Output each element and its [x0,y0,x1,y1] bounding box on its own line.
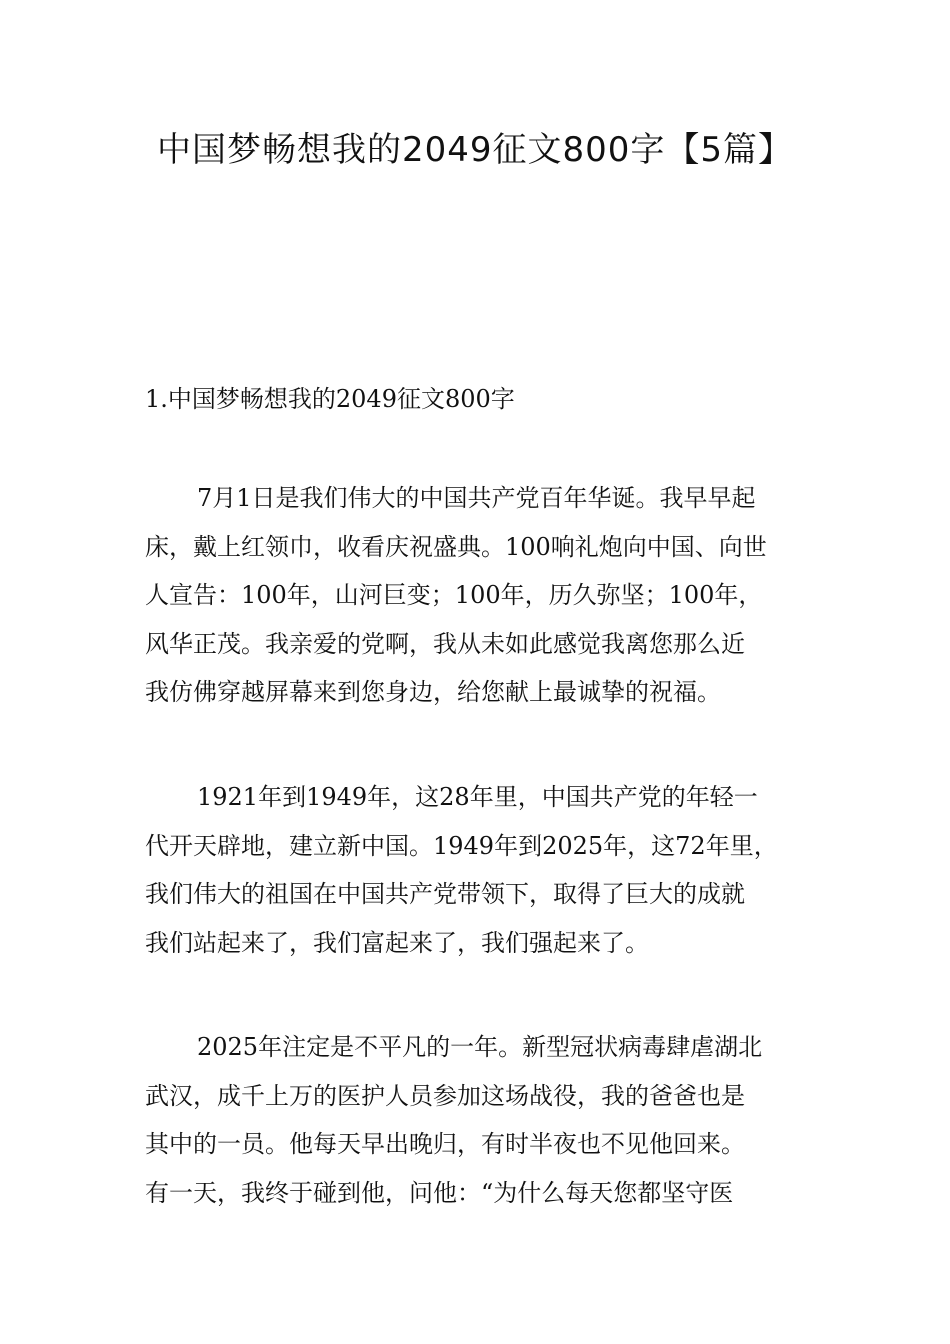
paragraph-line: 我们伟大的祖国在中国共产党带领下，取得了巨大的成就 [145,880,745,908]
section-heading: 1.中国梦畅想我的2049征文800字 [145,385,515,413]
paragraph-line: 床，戴上红领巾，收看庆祝盛典。100响礼炮向中国、向世 [145,532,767,561]
paragraph-line: 7月1日是我们伟大的中国共产党百年华诞。我早早起 [197,484,756,512]
paragraph-line: 有一天，我终于碰到他，问他：“为什么每天您都坚守医 [145,1178,734,1207]
paragraph-3 [145,1023,825,1217]
paragraph-line: 人宣告：100年，山河巨变；100年，历久弥坚；100年， [145,581,763,609]
paragraph-line: 武汉，成千上万的医护人员参加这场战役，我的爸爸也是 [145,1081,745,1110]
paragraph-line: 代开天辟地，建立新中国。1949年到2025年，这72年里， [145,831,778,860]
paragraph-line: 我仿佛穿越屏幕来到您身边，给您献上最诚挚的祝福。 [145,678,721,706]
paragraph-line: 其中的一员。他每天早出晚归，有时半夜也不见他回来。 [145,1130,745,1158]
paragraph-2 [145,773,825,967]
paragraph-line: 2025年注定是不平凡的一年。新型冠状病毒肆虐湖北 [197,1033,763,1061]
paragraph-1 [145,474,825,717]
document-title: 中国梦畅想我的2049征文800字【5篇】 [156,130,794,170]
paragraph-line: 我们站起来了，我们富起来了，我们强起来了。 [145,928,649,957]
paragraph-line: 1921年到1949年，这28年里，中国共产党的年轻一 [197,783,758,811]
paragraph-line: 风华正茂。我亲爱的党啊，我从未如此感觉我离您那么近 [145,629,745,658]
